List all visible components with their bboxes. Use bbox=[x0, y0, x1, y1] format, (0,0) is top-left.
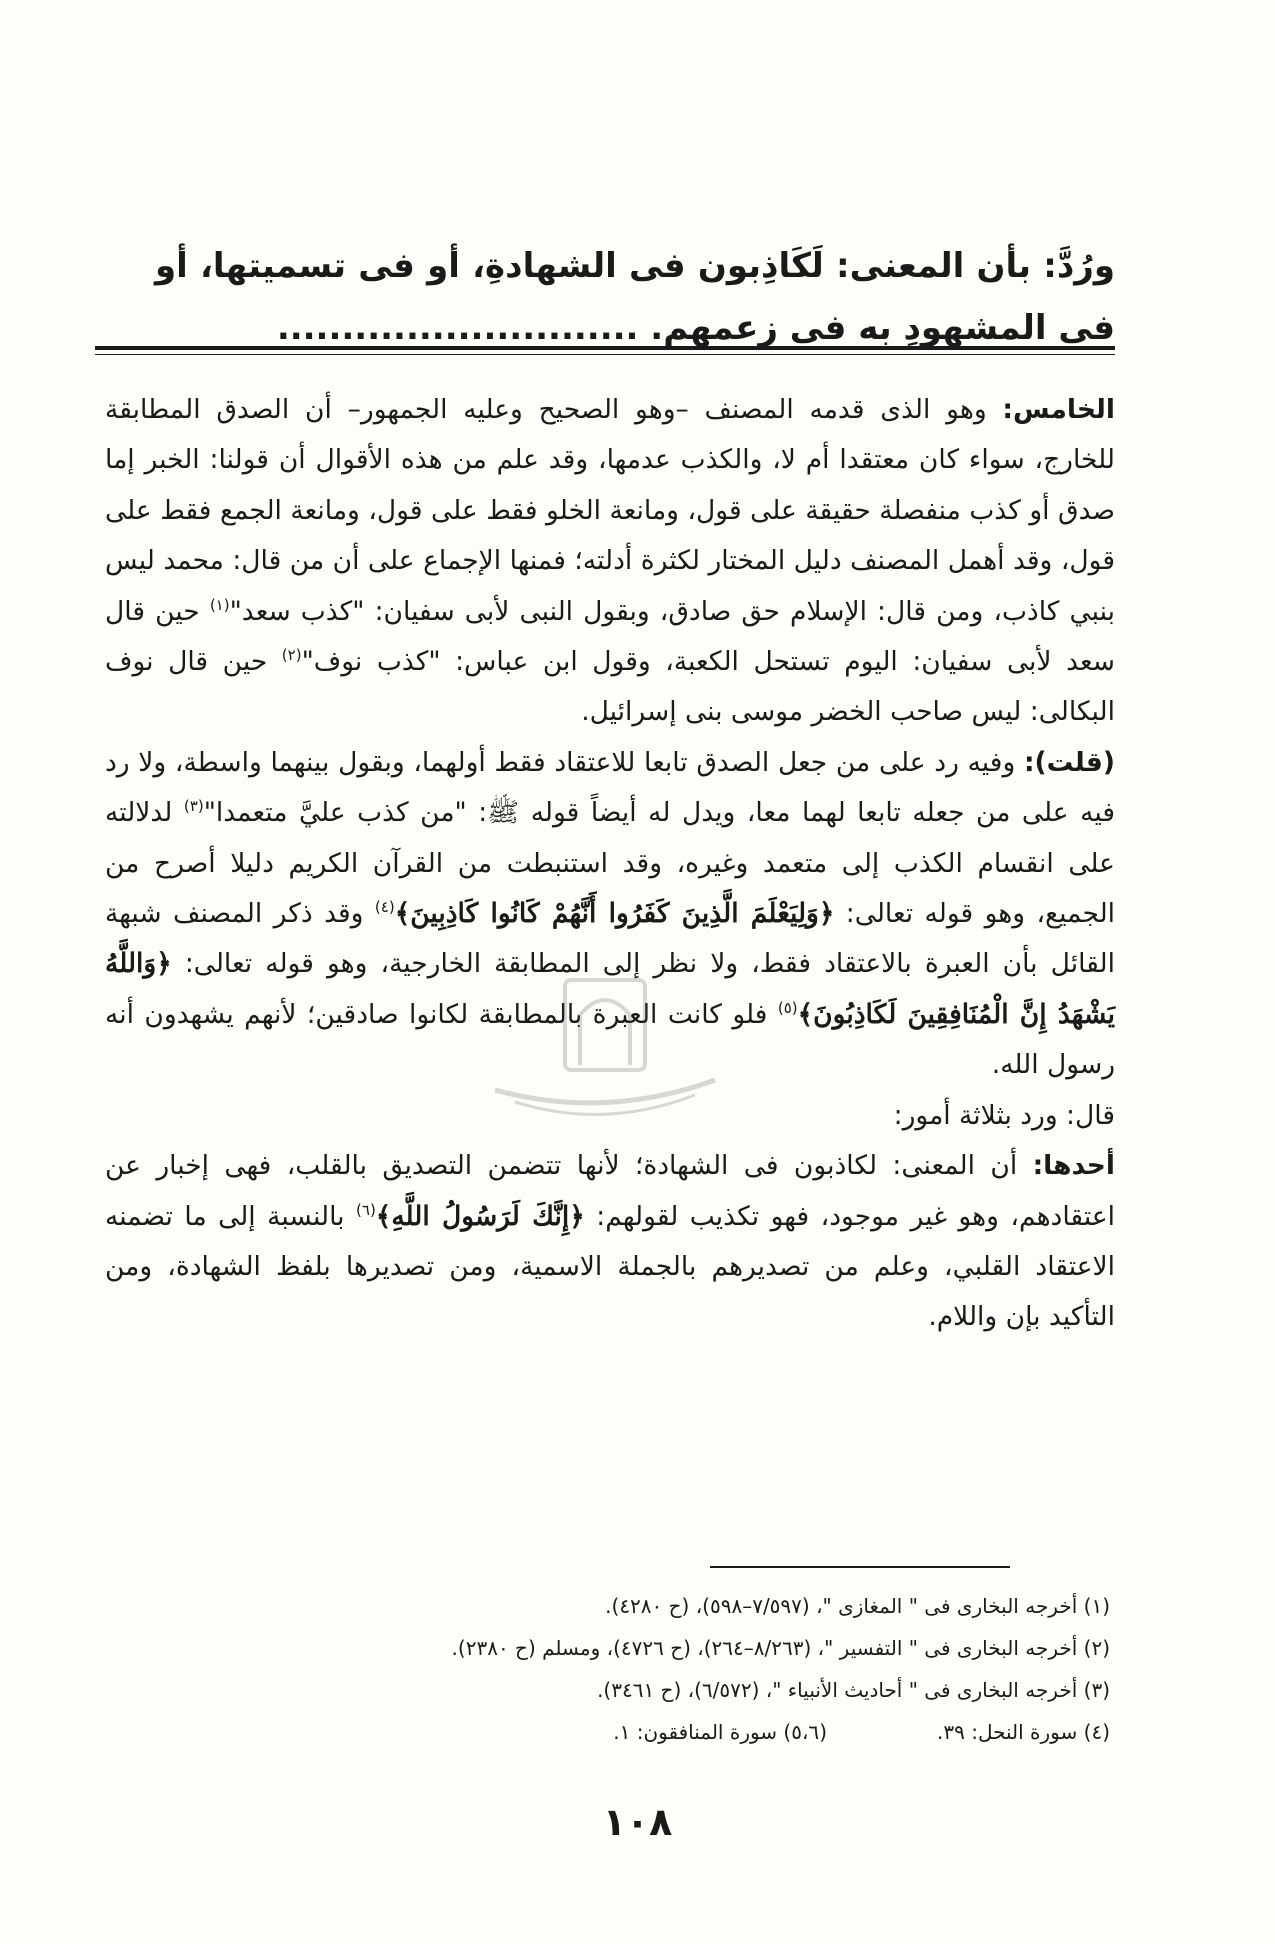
library-stamp-watermark bbox=[485, 970, 725, 1120]
footnote: (٢) أخرجه البخارى فى " التفسير "، (٨/٢٦٣–٢٦٤)، (ح ٤٧٢٦)، ومسلم (ح ٢٣٨٠). bbox=[451, 1636, 1110, 1660]
page-number: ١٠٨ bbox=[602, 1800, 673, 1844]
paragraph-text: حين قال نوف البكالى: ليس صاحب الخضر موسى بنى إسرائيل. bbox=[105, 646, 1115, 728]
base-text: ورُدَّ: بأن المعنى: لَكَاذِبون فى الشهادةِ، أو فى تسميتها، أو فى المشهودِ به فى زعمهم. ............................ bbox=[155, 246, 1115, 348]
paragraph-text: وهو الذى قدمه المصنف –وهو الصحيح وعليه الجمهور– أن الصدق المطابقة للخارج، سواء كان معتقدا أم لا، والكذب عدمها، وقد علم من هذه الأقوال أن قولنا: الخبر إما صدق أو كذب منفصلة حقيقة على قول، ومانعة الخلو فقط على قول، ومانعة الجمع فقط على قول، وقد أهمل المصنف دليل المختار لكثرة أدلته؛ فمنها الإجماع على أن من قال: محمد ليس بنبي كاذب، ومن قال: الإسلام حق صادق، وبقول النبى لأبى سفيان: "كذب سعد" bbox=[105, 394, 1115, 627]
paragraph-first-reason bbox=[105, 1141, 1115, 1343]
paragraph-text: أن المعنى: لكاذبون فى الشهادة؛ لأنها تتضمن التصديق بالقلب، فهى إخبار عن اعتقادهم، وهو غير موجود، فهو تكذيب لقولهم: bbox=[105, 1150, 1116, 1232]
separator-rule-thin bbox=[95, 354, 1115, 355]
paragraph-text: وفيه رد على من جعل الصدق تابعا للاعتقاد فقط أولهما، وبقول بينهما واسطة، ولا رد فيه على من جعله تابعا لهما معا، ويدل له أيضاً قوله ﷺ: "من كذب عليَّ متعمدا" bbox=[105, 746, 1115, 829]
footnote-row bbox=[210, 1711, 1110, 1753]
footnote: (١) أخرجه البخارى فى " المغازى "، (٧/٥٩٧–٥٩٨)، (ح ٤٢٨٠). bbox=[605, 1594, 1110, 1618]
paragraph-lead: أحدها: bbox=[1032, 1150, 1115, 1182]
commentary bbox=[105, 385, 1115, 1343]
paragraph-fifth-opinion bbox=[105, 385, 1115, 738]
footnote-ref: (٣) bbox=[183, 797, 204, 816]
paragraph-text: حين قال سعد لأبى سفيان: اليوم تستحل الكعبة، وقول ابن عباس: "كذب نوف" bbox=[105, 595, 1115, 678]
paragraph-text: لدلالته على انقسام الكذب إلى متعمد وغيره، وقد استنبطت من القرآن الكريم دليلا أصرح من الجميع، وهو قوله تعالى: bbox=[105, 797, 1116, 930]
separator-rule bbox=[95, 346, 1115, 350]
footnote: (٤) سورة النحل: ٣٩. bbox=[937, 1720, 1110, 1744]
footnote-ref: (٢) bbox=[281, 646, 302, 665]
paragraph-lead: (قلت): bbox=[1023, 746, 1115, 778]
paragraph-text: بالنسبة إلى ما تضمنه الاعتقاد القلبي، وعلم من تصديرهم بالجملة الاسمية، ومن تصديرها بلفظ الشهادة، ومن التأكيد بإن واللام. bbox=[105, 1200, 1115, 1333]
paragraph-lead: الخامس: bbox=[1002, 394, 1115, 425]
footnote: (٣) أخرجه البخارى فى " أحاديث الأنبياء "، (٦/٥٧٢)، (ح ٣٤٦١). bbox=[597, 1678, 1110, 1702]
footnote-separator bbox=[710, 1566, 1010, 1568]
paragraph-text: فلو كانت العبرة بالمطابقة لكانوا صادقين؛ لأنهم يشهدون أنه رسول الله. bbox=[105, 998, 1115, 1081]
quran-verse: ﴿إِنَّكَ لَرَسُولُ اللَّهِ﴾ bbox=[375, 1200, 585, 1232]
footnote-ref: (٥) bbox=[777, 999, 798, 1018]
quran-verse: ﴿وَلِيَعْلَمَ الَّذِينَ كَفَرُوا أَنَّهُمْ كَانُوا كَاذِبِينَ﴾ bbox=[394, 898, 835, 930]
footnote-ref: (٤) bbox=[374, 898, 395, 917]
footnote-ref: (١) bbox=[209, 595, 230, 614]
quran-verse: ﴿وَاللَّهُ يَشْهَدُ إِنَّ الْمُنَافِقِينَ لَكَاذِبُونَ﴾ bbox=[105, 948, 1115, 1030]
footnote: (٥،٦) سورة المنافقون: ١. bbox=[613, 1720, 827, 1744]
paragraph-text: وقد ذكر المصنف شبهة القائل بأن العبرة بالاعتقاد فقط، ولا نظر إلى المطابقة الخارجية، وهو قوله تعالى: bbox=[105, 898, 1115, 980]
paragraph-text: قال: ورد بثلاثة أمور: bbox=[893, 1099, 1115, 1131]
footnotes bbox=[210, 1585, 1110, 1753]
footnote-ref: (٦) bbox=[356, 1200, 376, 1219]
